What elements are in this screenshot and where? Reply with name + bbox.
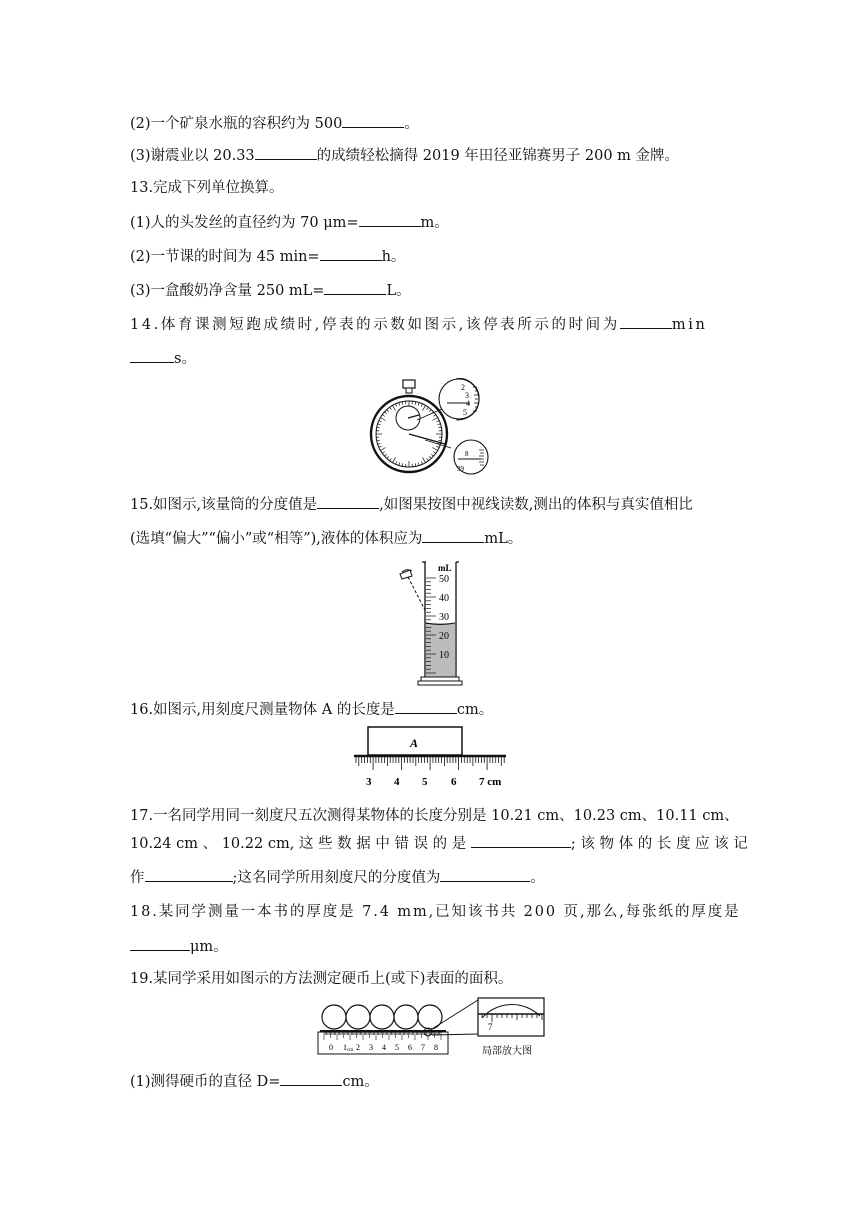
- scale-label: 4: [394, 776, 400, 788]
- graduated-cylinder-figure: [392, 560, 472, 688]
- q19-part1: (1)测得硬币的直径 D= cm。: [130, 1071, 379, 1092]
- zoom-scale-label: 7: [488, 1022, 493, 1032]
- answer-blank[interactable]: [440, 867, 530, 882]
- answer-blank[interactable]: [342, 113, 404, 128]
- q14-line2: s。: [130, 348, 196, 369]
- scale-label: 50: [439, 574, 449, 585]
- answer-blank[interactable]: [130, 348, 174, 363]
- scale-label: 7 cm: [479, 776, 502, 788]
- answer-blank[interactable]: [395, 699, 457, 714]
- scale-label: 3: [369, 1043, 373, 1052]
- minute-label: 4: [466, 399, 470, 408]
- answer-blank[interactable]: [280, 1071, 342, 1086]
- second-label: 39: [457, 465, 464, 473]
- scale-label: 7: [421, 1043, 425, 1052]
- unit-label: mL: [438, 563, 452, 573]
- coins-ruler-figure: [312, 994, 548, 1056]
- scale-label: 20: [439, 631, 449, 642]
- scale-label: 8: [434, 1043, 438, 1052]
- second-label: 8: [465, 450, 469, 458]
- zoom-caption: 局部放大图: [482, 1046, 532, 1056]
- q12-part2: (2)一个矿泉水瓶的容积约为 500 。: [130, 113, 419, 134]
- scale-label: 5: [395, 1043, 399, 1052]
- answer-blank[interactable]: [317, 494, 379, 509]
- scale-label: 30: [439, 612, 449, 623]
- scale-label: 6: [408, 1043, 412, 1052]
- answer-blank[interactable]: [255, 145, 317, 160]
- scale-label: 2: [356, 1043, 360, 1052]
- answer-blank[interactable]: [422, 528, 484, 543]
- q17-line1: 17.一名同学用同一刻度尺五次测得某物体的长度分别是 10.21 cm、10.23 cm、10.11 cm、: [130, 808, 739, 824]
- scale-label: 4: [382, 1043, 386, 1052]
- object-label: A: [410, 736, 419, 750]
- scale-label: 0: [329, 1043, 333, 1052]
- minute-label: 5: [463, 408, 467, 417]
- minute-label: 3: [465, 391, 469, 400]
- q12-part3: (3)谢震业以 20.33 的成绩轻松摘得 2019 年田径亚锦赛男子 200 m 金牌。: [130, 145, 679, 166]
- q16-text: 16.如图示,用刻度尺测量物体 A 的长度是 cm。: [130, 699, 493, 720]
- q13-part1: (1)人的头发丝的直径约为 70 μm= m。: [130, 212, 449, 233]
- q15-line1: 15.如图示,该量筒的分度值是 ,如图果按图中视线读数,测出的体积与真实值相比: [130, 494, 693, 515]
- q19-title: 19.某同学采用如图示的方法测定硬币上(或下)表面的面积。: [130, 971, 513, 987]
- answer-blank[interactable]: [620, 314, 672, 329]
- q13-title: 13.完成下列单位换算。: [130, 180, 284, 196]
- answer-blank[interactable]: [324, 280, 386, 295]
- scale-label: 3: [366, 776, 372, 788]
- scale-label: 1: [343, 1043, 347, 1052]
- minute-label: 2: [461, 383, 465, 392]
- q14-line1: 14.体育课测短跑成绩时,停表的示数如图示,该停表所示的时间为 min: [130, 314, 707, 335]
- answer-blank[interactable]: [471, 833, 571, 848]
- answer-blank[interactable]: [320, 246, 382, 261]
- q15-line2: (选填“偏大”“偏小”或“相等”),液体的体积应为 mL。: [130, 528, 522, 549]
- q17-line3: 作 ;这名同学所用刻度尺的分度值为 。: [130, 867, 545, 888]
- scale-label: 40: [439, 593, 449, 604]
- q13-part3: (3)一盒酸奶净含量 250 mL= L。: [130, 280, 411, 301]
- answer-blank[interactable]: [130, 936, 190, 951]
- q18-line2: μm。: [130, 936, 228, 957]
- q17-line2: 10.24 cm 、 10.22 cm, 这 些 数 据 中 错 误 的 是 ; 该 物 体 的 长 度 应 该 记: [130, 833, 748, 854]
- q13-part2: (2)一节课的时间为 45 min= h。: [130, 246, 405, 267]
- answer-blank[interactable]: [145, 867, 233, 882]
- scale-label: 5: [422, 776, 428, 788]
- scale-label: cm: [347, 1048, 354, 1053]
- scale-label: 6: [451, 776, 457, 788]
- scale-label: 10: [439, 650, 449, 661]
- stopwatch-figure: [365, 378, 495, 475]
- answer-blank[interactable]: [359, 212, 421, 227]
- ruler-block-figure: [350, 723, 510, 789]
- q18-line1: 18.某同学测量一本书的厚度是 7.4 mm,已知该书共 200 页,那么,每张纸的厚度是: [130, 904, 741, 920]
